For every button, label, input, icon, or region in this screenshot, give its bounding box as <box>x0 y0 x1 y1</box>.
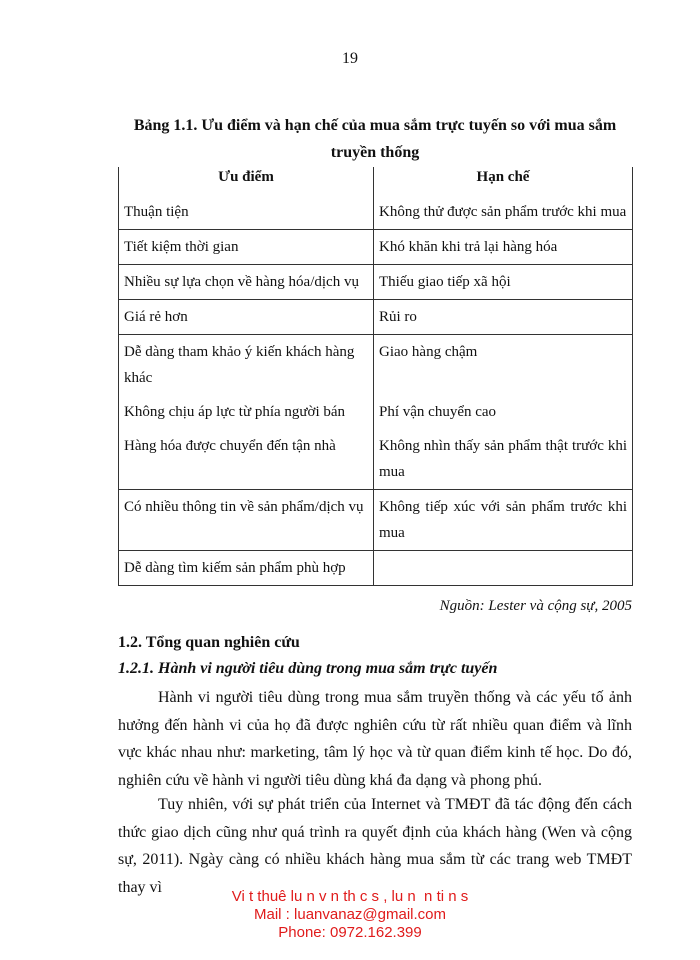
footer-line-1: Vi t thuê lu n v n th c s , lu n n ti n s <box>231 888 469 905</box>
table-row <box>119 335 633 396</box>
table-title-line-2: truyền thống <box>330 144 420 161</box>
limitation-cell: Phí vận chuyển cao <box>374 395 633 429</box>
subsection-heading: 1.2.1. Hành vi người tiêu dùng trong mua sắm trực tuyến <box>118 660 498 677</box>
footer-phone: Phone: 0972.162.399 <box>278 924 422 941</box>
limitation-cell: Giao hàng chậm <box>374 335 633 396</box>
table-row <box>119 395 633 429</box>
table-row <box>119 230 633 265</box>
table-title-line-1: Bảng 1.1. Ưu điểm và hạn chế của mua sắm trực tuyến so với mua sắm <box>133 117 617 134</box>
limitation-cell: Không nhìn thấy sản phẩm thật trước khi mua <box>374 429 633 490</box>
advantage-cell: Tiết kiệm thời gian <box>119 230 374 265</box>
limitation-cell: Không thử được sản phẩm trước khi mua <box>374 195 633 230</box>
table-row <box>119 551 633 586</box>
limitation-cell: Thiếu giao tiếp xã hội <box>374 265 633 300</box>
advantage-cell: Có nhiều thông tin về sản phẩm/dịch vụ <box>119 490 374 551</box>
footer-email: Mail : luanvanaz@gmail.com <box>254 906 446 923</box>
table-row <box>119 195 633 230</box>
body-paragraph-1: Hành vi người tiêu dùng trong mua sắm truyền thống và các yếu tố ảnh hưởng đến hành vi của họ đã được nghiên cứu từ rất nhiều quan điểm và lĩnh vực khác nhau như: marketing, tâm lý học và từ quan điểm kinh tế học. Do đó, nghiên cứu về hành vi người tiêu dùng khá đa dạng và phong phú. <box>118 689 632 789</box>
advantage-cell: Dễ dàng tìm kiếm sản phẩm phù hợp <box>119 551 374 586</box>
section-heading: 1.2. Tổng quan nghiên cứu <box>118 634 300 651</box>
table-row <box>119 429 633 490</box>
header-limitations: Hạn chế <box>374 167 633 195</box>
limitation-cell: Rủi ro <box>374 300 633 335</box>
footer-watermark <box>0 888 700 942</box>
table-header-row <box>119 167 633 195</box>
table-row <box>119 300 633 335</box>
table-row <box>119 265 633 300</box>
table-row <box>119 490 633 551</box>
advantage-cell: Nhiều sự lựa chọn về hàng hóa/dịch vụ <box>119 265 374 300</box>
advantage-cell: Giá rẻ hơn <box>119 300 374 335</box>
advantage-cell: Không chịu áp lực từ phía người bán <box>119 395 374 429</box>
advantage-cell: Hàng hóa được chuyển đến tận nhà <box>119 429 374 490</box>
page-number: 19 <box>342 50 358 67</box>
body-paragraph-2: Tuy nhiên, với sự phát triển của Internet và TMĐT đã tác động đến cách thức giao dịch cũng như quá trình ra quyết định của khách hàng (Wen và cộng sự, 2011). Ngày càng có nhiều khách hàng mua sắm từ các trang web TMĐT thay vì <box>118 796 632 896</box>
advantage-cell: Dễ dàng tham khảo ý kiến khách hàng khác <box>119 335 374 396</box>
limitation-cell: Khó khăn khi trả lại hàng hóa <box>374 230 633 265</box>
header-advantages: Ưu điểm <box>119 167 374 195</box>
table-source: Nguồn: Lester và cộng sự, 2005 <box>439 598 632 614</box>
table-title <box>118 112 632 166</box>
limitation-cell: Không tiếp xúc với sản phẩm trước khi mua <box>374 490 633 551</box>
limitation-cell <box>374 551 633 586</box>
advantage-cell: Thuận tiện <box>119 195 374 230</box>
comparison-table <box>118 167 633 586</box>
